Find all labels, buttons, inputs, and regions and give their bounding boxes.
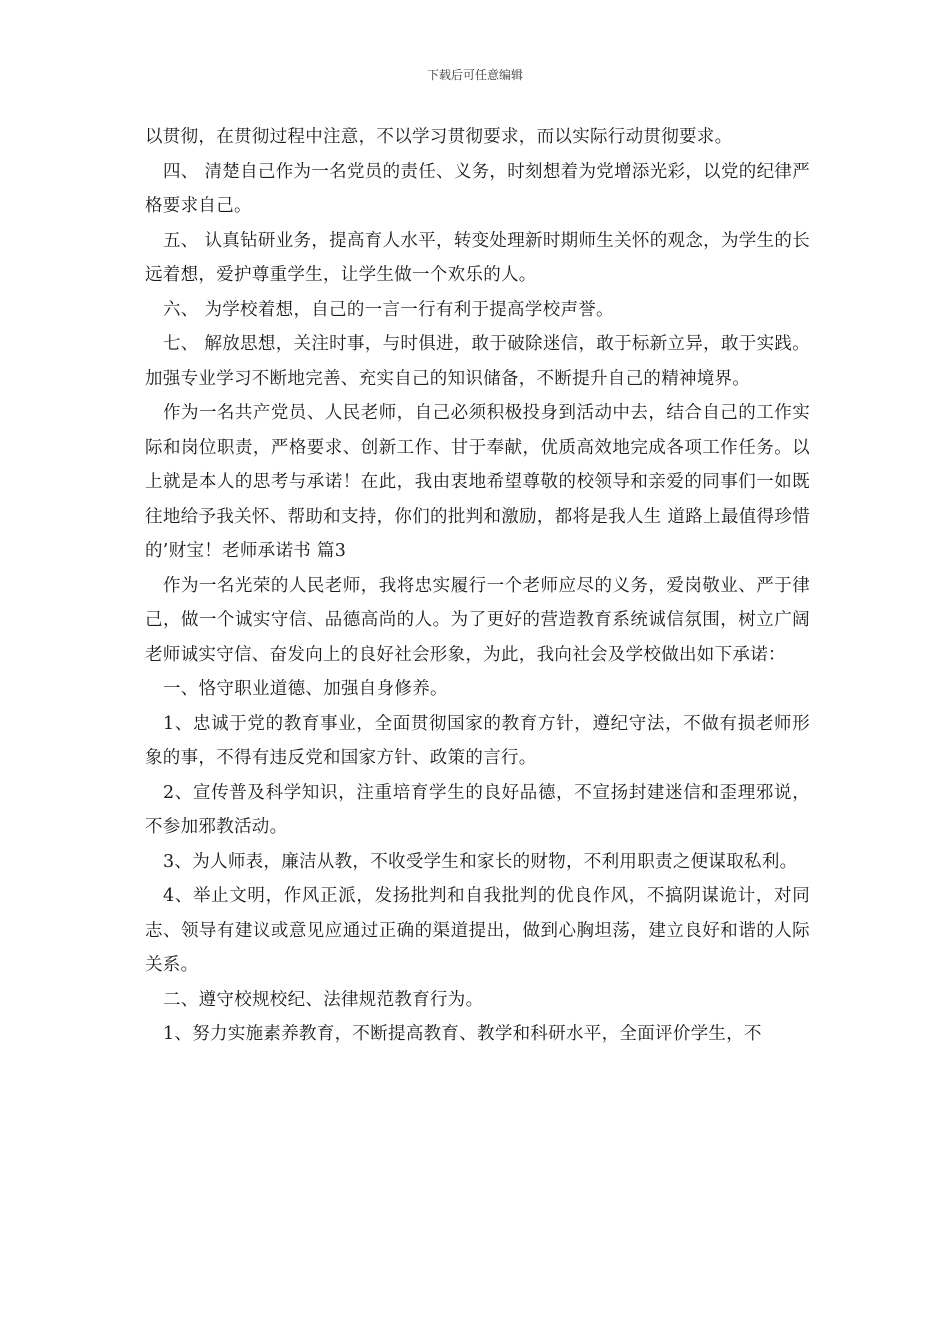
paragraph-5: 七、 解放思想，关注时事，与时俱进，敢于破除迷信，敢于标新立异，敢于实践。加强专业学习不断地完善、充实自己的知识储备，不断提升自己的精神境界。 — [145, 334, 810, 389]
paragraph-13: 二、遵守校规校纪、法律规范教育行为。 — [163, 989, 484, 1010]
document-body — [145, 120, 810, 1052]
paragraph-7: 作为一名光荣的人民老师，我将忠实履行一个老师应尽的义务，爱岗敬业、严于律己，做一个诚实守信、品德高尚的人。为了更好的营造教育系统诚信氛围，树立广阔老师诚实守信、奋发向上的良好社会形象，为此，我向社会及学校做出如下承诺： — [145, 575, 810, 665]
page-header: 下载后可任意编辑 — [426, 68, 523, 82]
paragraph-14: 1、努力实施素养教育，不断提高教育、教学和科研水平，全面评价学生，不 — [163, 1024, 762, 1044]
paragraph-3: 五、 认真钻研业务，提高育人水平，转变处理新时期师生关怀的观念，为学生的长远着想，爱护尊重学生，让学生做一个欢乐的人。 — [145, 230, 810, 285]
paragraph-12: 4、举止文明，作风正派，发扬批判和自我批判的优良作风，不搞阴谋诡计，对同志、领导有建议或意见应通过正确的渠道提出，做到心胸坦荡，建立良好和谐的人际关系。 — [145, 886, 810, 975]
paragraph-1: 以贯彻，在贯彻过程中注意，不以学习贯彻要求，而以实际行动贯彻要求。 — [145, 127, 733, 147]
paragraph-6: 作为一名共产党员、人民老师，自己必须积极投身到活动中去，结合自己的工作实际和岗位职责，严格要求、创新工作、甘于奉献，优质高效地完成各项工作任务。以上就是本人的思考与承诺！在此，我由衷地希望尊敬的校领导和亲爱的同事们一如既往地给予我关怀、帮助和支持，你们的批判和激励，都将是我人生 道路上最值得珍惜的’财宝！老师承诺书 篇3 — [145, 403, 810, 561]
paragraph-2: 四、 清楚自己作为一名党员的责任、义务，时刻想着为党增添光彩，以党的纪律严格要求自己。 — [145, 161, 810, 216]
paragraph-8: 一、恪守职业道德、加强自身修养。 — [163, 679, 448, 699]
paragraph-10: 2、宣传普及科学知识，注重培育学生的良好品德，不宣扬封建迷信和歪理邪说，不参加邪教活动。 — [145, 782, 810, 837]
paragraph-11: 3、为人师表，廉洁从教，不收受学生和家长的财物，不利用职责之便谋取私利。 — [163, 851, 798, 872]
paragraph-4: 六、 为学校着想，自己的一言一行有利于提高学校声誉。 — [163, 299, 614, 320]
paragraph-9: 1、忠诚于党的教育事业，全面贯彻国家的教育方针，遵纪守法，不做有损老师形象的事，不得有违反党和国家方针、政策的言行。 — [145, 713, 810, 768]
